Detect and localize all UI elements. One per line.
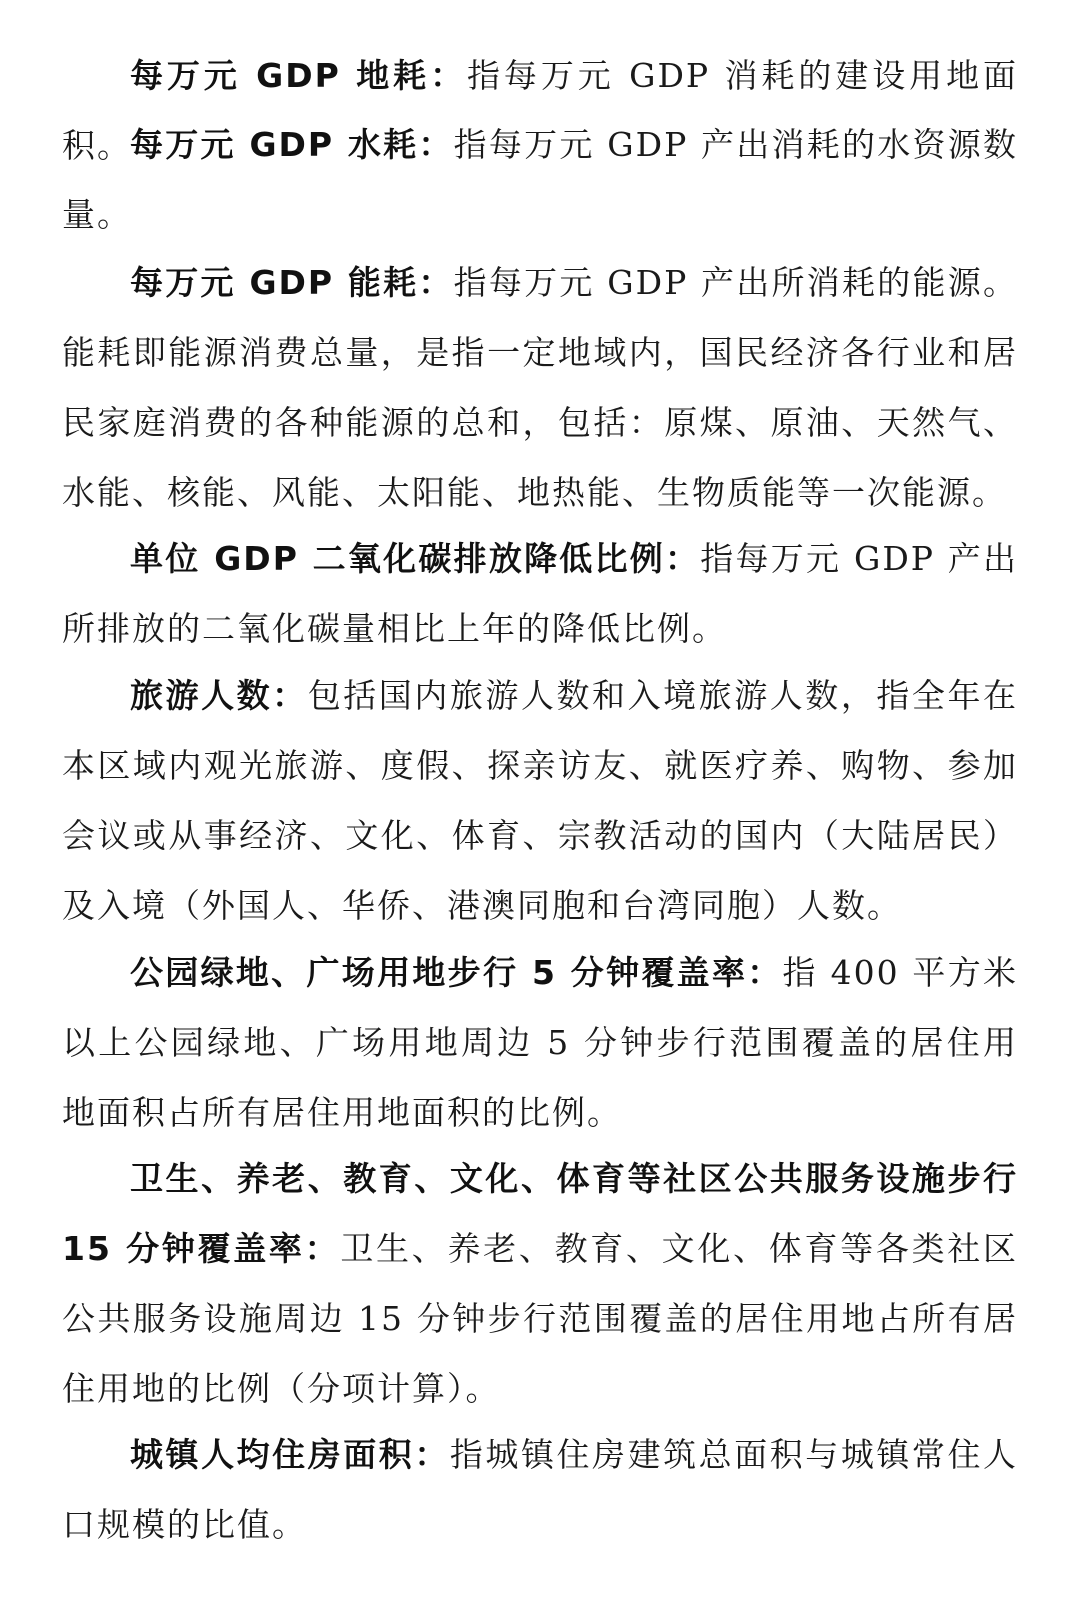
definition-paragraph-park-coverage bbox=[62, 938, 1018, 1148]
definition-paragraph-water-use bbox=[62, 110, 1018, 250]
definition-paragraph-co2-reduction bbox=[62, 524, 1018, 664]
term-definition: 指 400 平方米以上公园绿地、广场用地周边 5 分钟步行范围覆盖的居住用地面积占所有居住用地面积的比例。 bbox=[62, 953, 1018, 1132]
definition-paragraph-public-service-coverage bbox=[62, 1144, 1018, 1424]
term-definition: 指每万元 GDP 产出消耗的水资源数量。 bbox=[62, 125, 1018, 234]
term-definition: 指城镇住房建筑总面积与城镇常住人口规模的比值。 bbox=[62, 1435, 1019, 1544]
term-definition: 卫生、养老、教育、文化、体育等各类社区公共服务设施周边 15 分钟步行范围覆盖的居住用地占所有居住用地的比例（分项计算）。 bbox=[62, 1229, 1018, 1408]
definition-paragraph-tourists bbox=[62, 661, 1018, 941]
term-heading: 卫生、养老、教育、文化、体育等社区公共服务设施步行 15 分钟覆盖率： bbox=[62, 1159, 1018, 1268]
term-definition: 指每万元 GDP 产出所排放的二氧化碳量相比上年的降低比例。 bbox=[62, 539, 1018, 648]
definition-paragraph-energy-use bbox=[62, 248, 1018, 528]
term-definition: 指每万元 GDP 产出所消耗的能源。能耗即能源消费总量，是指一定地域内，国民经济各行业和居民家庭消费的各种能源的总和，包括：原煤、原油、天然气、水能、核能、风能、太阳能、地热能、生物质能等一次能源。 bbox=[62, 263, 1018, 512]
definition-paragraph-housing-area bbox=[62, 1420, 1018, 1560]
term-heading: 每万元 GDP 能耗： bbox=[130, 263, 454, 302]
term-heading: 每万元 GDP 水耗： bbox=[130, 125, 454, 164]
term-heading: 城镇人均住房面积： bbox=[130, 1435, 450, 1474]
term-heading: 旅游人数： bbox=[130, 676, 308, 715]
term-heading: 单位 GDP 二氧化碳排放降低比例： bbox=[130, 539, 701, 578]
term-definition: 包括国内旅游人数和入境旅游人数，指全年在本区域内观光旅游、度假、探亲访友、就医疗养、购物、参加会议或从事经济、文化、体育、宗教活动的国内（大陆居民）及入境（外国人、华侨、港澳同胞和台湾同胞）人数。 bbox=[62, 676, 1019, 925]
term-heading: 公园绿地、广场用地步行 5 分钟覆盖率： bbox=[130, 953, 783, 992]
term-heading: 每万元 GDP 地耗： bbox=[130, 56, 468, 95]
term-definition: 指每万元 GDP 消耗的建设用地面积。 bbox=[62, 56, 1018, 165]
